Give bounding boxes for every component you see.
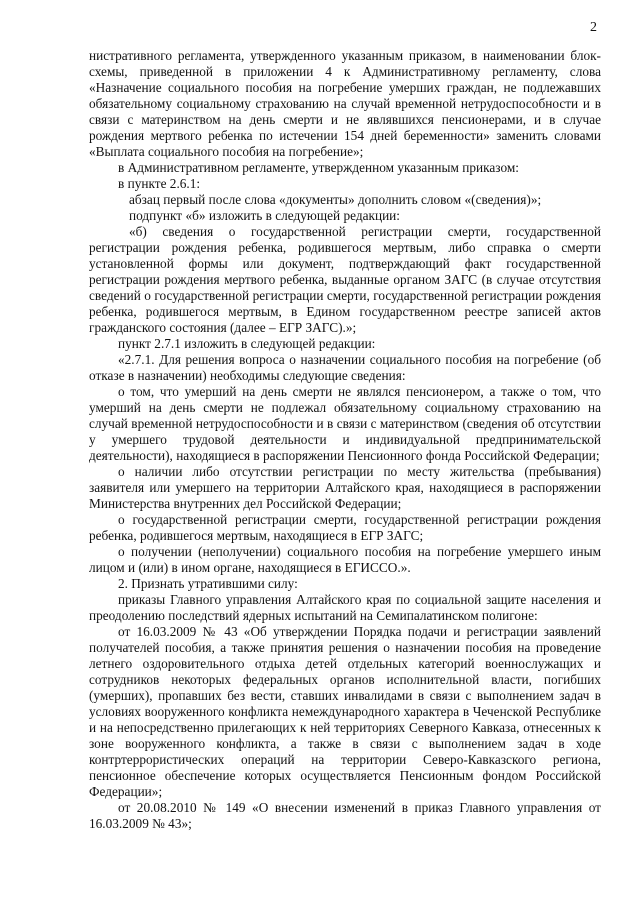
- paragraph-4: абзац первый после слова «документы» дополнить словом «(сведения)»;: [129, 192, 542, 207]
- paragraph-6: «б) сведения о государственной регистрации смерти, государственной регистрации рождения ребенка, родившегося мертвым, либо справка о смерти установленной формы или документ, подтверждающий факт государственной регистрации рождения мертвого ребенка, выданные органом ЗАГС (в случае отсутствия сведений о государственной регистрации смерти, государственной регистрации рождения ребенка, родившегося мертвым, в Едином государственном реестре записей актов гражданского состояния (далее – ЕГР ЗАГС).»;: [89, 224, 601, 335]
- paragraph-9: о том, что умерший на день смерти не являлся пенсионером, а также о том, что умерший на день смерти не подлежал обязательному социальному страхованию на случай временной нетрудоспособности и в связи с материнством (сведения об отсутствии у умершего трудовой деятельности и индивидуальной предпринимательской деятельности), находящиеся в распоряжении Пенсионного фонда Российской Федерации;: [89, 384, 601, 463]
- page-number: 2: [590, 20, 597, 35]
- paragraph-8: «2.7.1. Для решения вопроса о назначении социального пособия на погребение (об отказе в назначении) необходимы следующие сведения:: [89, 352, 601, 383]
- paragraph-15: от 16.03.2009 № 43 «Об утверждении Порядка подачи и регистрации заявлений получателей пособия, а также принятия решения о назначении пособия на проведение летнего оздоровительного отдыха детей отдельных категорий военнослужащих и сотрудников некоторых федеральных органов исполнительной власти, погибших (умерших), пропавших без вести, ставших инвалидами в связи с выполнением задач в условиях вооруженного конфликта немеждународного характера в Чеченской Республике и на непосредственно прилегающих к ней территориях Северного Кавказа, отнесенных к зоне вооруженного конфликта, а также в связи с выполнением задач в ходе контртеррористических операций на территории Северо-Кавказского региона, пенсионное обеспечение которых осуществляется Пенсионным фондом Российской Федерации»;: [89, 624, 601, 799]
- paragraph-2: в Административном регламенте, утвержденном указанным приказом:: [118, 160, 519, 175]
- paragraph-3: в пункте 2.6.1:: [118, 176, 201, 191]
- paragraph-11: о государственной регистрации смерти, государственной регистрации рождения ребенка, родившегося мертвым, находящиеся в ЕГР ЗАГС;: [89, 512, 601, 543]
- paragraph-7: пункт 2.7.1 изложить в следующей редакции:: [118, 336, 376, 351]
- paragraph-13: 2. Признать утратившими силу:: [118, 576, 298, 591]
- paragraph-5: подпункт «б» изложить в следующей редакции:: [129, 208, 400, 223]
- paragraph-1: нистративного регламента, утвержденного указанным приказом, в наименовании блок-схемы, приведенной в приложении 4 к Административному регламенту, слова «Назначение социального пособия на погребение умерших граждан, не подлежавших обязательному социальному страхованию на случай временной нетрудоспособности и в связи с материнством на день смерти и не являвшихся пенсионерами, и в случае рождения мертвого ребенка по истечении 154 дней беременности» заменить словами «Выплата социального пособия на погребение»;: [89, 48, 601, 159]
- paragraph-16: от 20.08.2010 № 149 «О внесении изменений в приказ Главного управления от 16.03.2009 № 43»;: [89, 800, 601, 831]
- paragraph-10: о наличии либо отсутствии регистрации по месту жительства (пребывания) заявителя или умершего на территории Алтайского края, находящиеся в распоряжении Министерства внутренних дел Российской Федерации;: [89, 464, 601, 511]
- paragraph-14: приказы Главного управления Алтайского края по социальной защите населения и преодолению последствий ядерных испытаний на Семипалатинском полигоне:: [89, 592, 601, 623]
- paragraph-12: о получении (неполучении) социального пособия на погребение умершего иным лицом и (или) в ином органе, находящиеся в ЕГИССО.».: [89, 544, 601, 575]
- document-body: [89, 48, 601, 832]
